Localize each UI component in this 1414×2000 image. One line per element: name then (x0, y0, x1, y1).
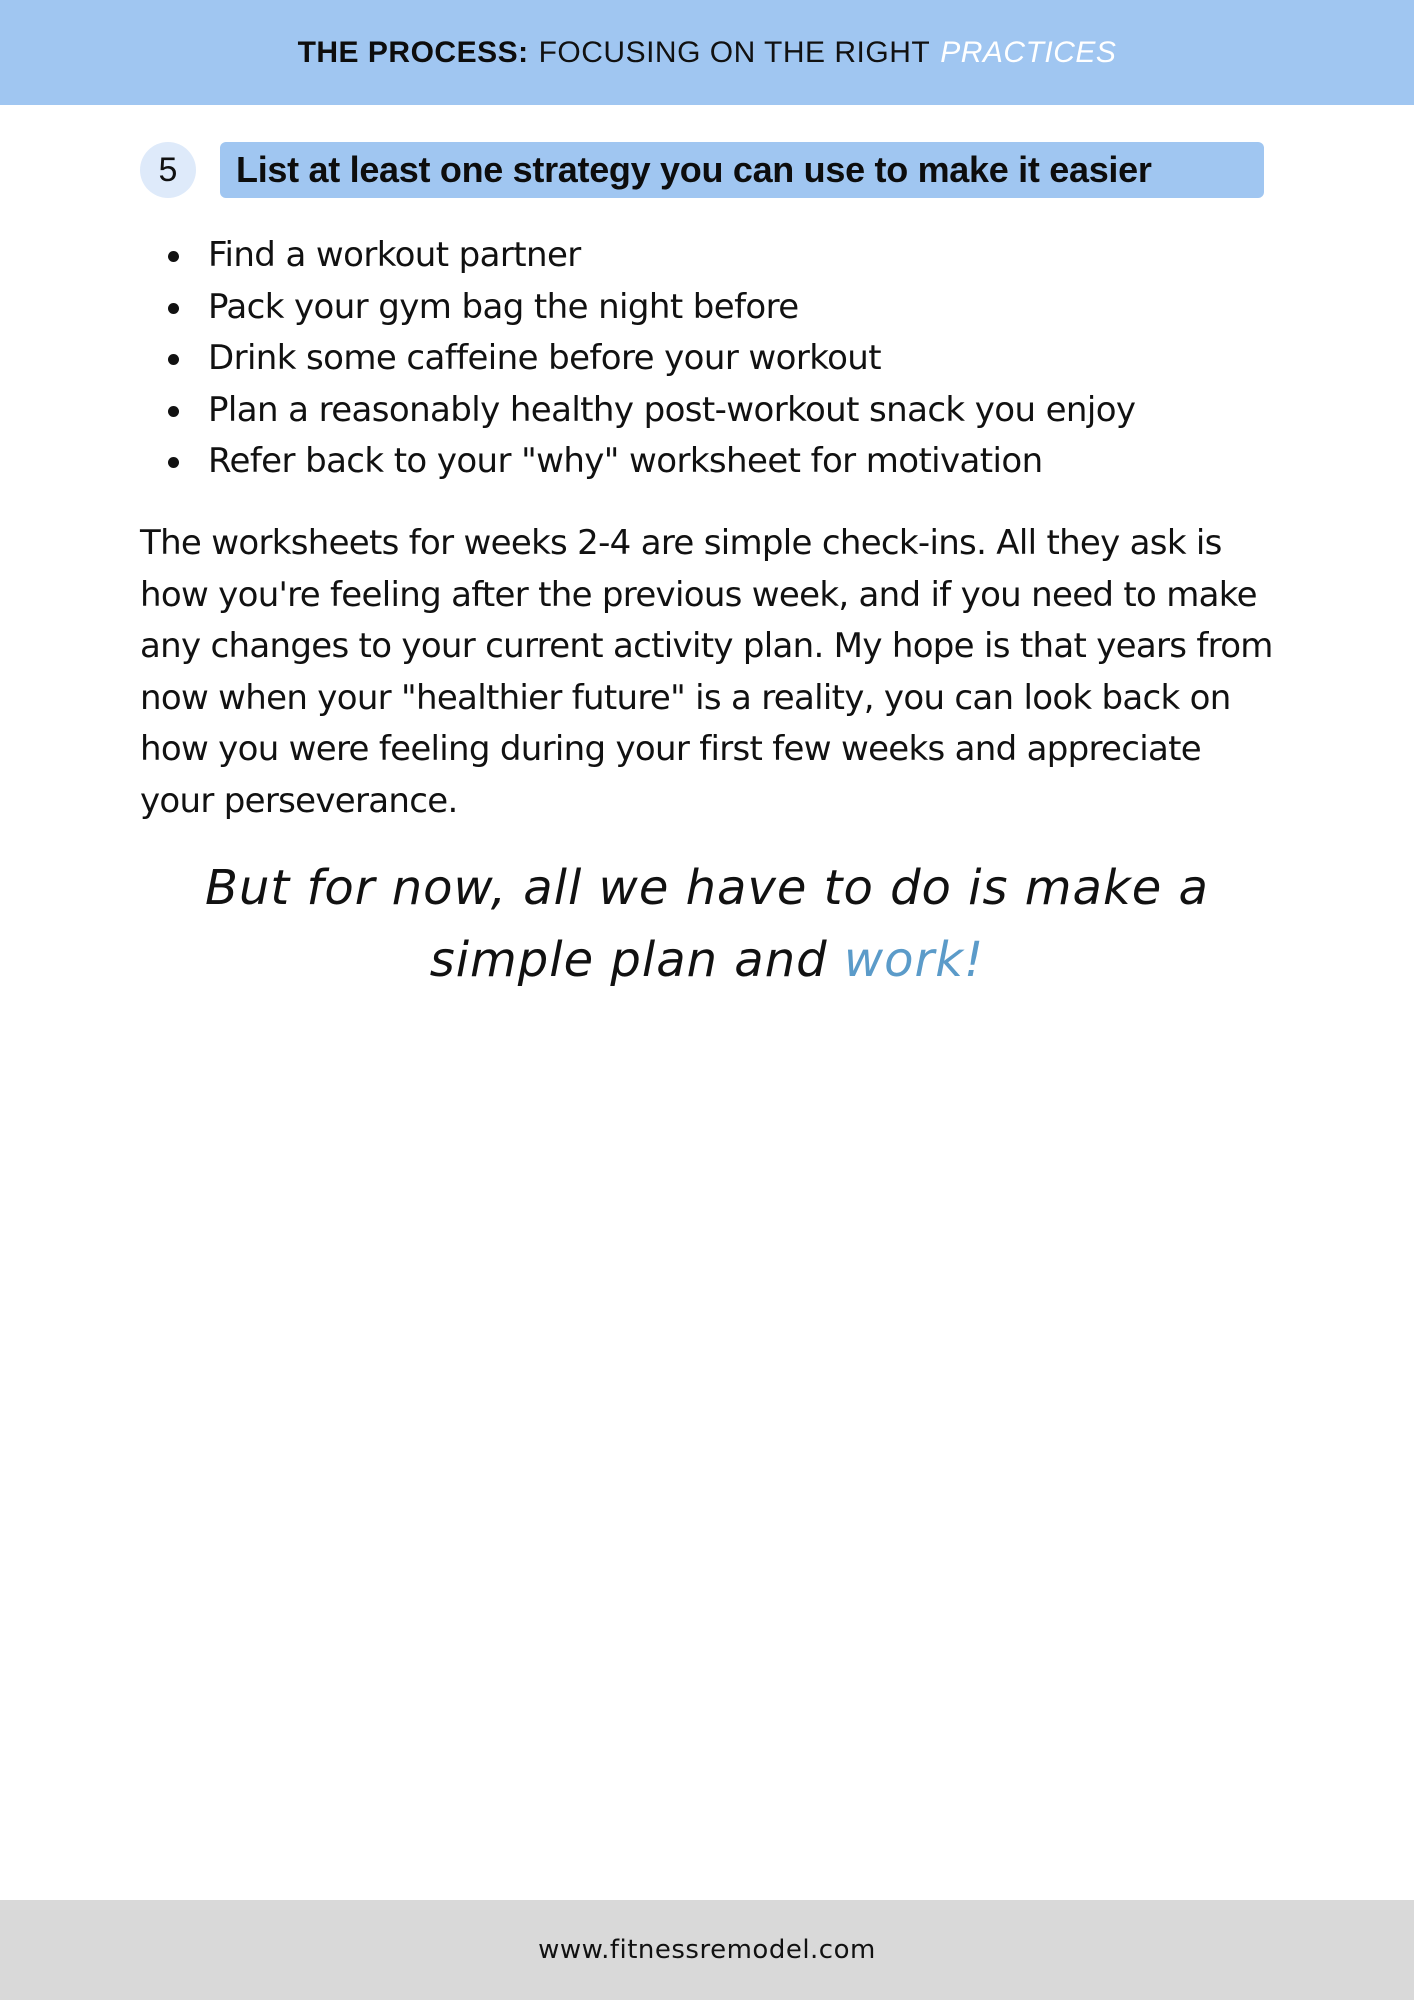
step-heading (140, 142, 1264, 200)
strategy-list (140, 230, 1280, 488)
list-item: Refer back to your "why" worksheet for motivation (140, 436, 1280, 488)
closing-quote-accent: work! (843, 932, 985, 988)
page-footer (0, 1900, 1414, 2000)
list-item: Drink some caffeine before your workout (140, 333, 1280, 385)
step-title: List at least one strategy you can use to make it easier (220, 142, 1264, 198)
list-item: Pack your gym bag the night before (140, 282, 1280, 334)
closing-quote (140, 852, 1274, 996)
footer-website: www.fitnessremodel.com (538, 1935, 876, 1965)
page-header (0, 0, 1414, 105)
list-item: Find a workout partner (140, 230, 1280, 282)
header-label-bold: THE PROCESS: (297, 35, 529, 69)
step-number-badge: 5 (140, 142, 196, 198)
header-label-italic: PRACTICES (940, 35, 1117, 69)
header-label-main: FOCUSING ON THE RIGHT (538, 35, 931, 69)
list-item: Plan a reasonably healthy post-workout snack you enjoy (140, 385, 1280, 437)
closing-quote-text: But for now, all we have to do is make a simple plan and (205, 860, 1209, 988)
body-paragraph: The worksheets for weeks 2-4 are simple check-ins. All they ask is how you're feeling after the previous week, and if you need to make any changes to your current activity plan. My hope is that years from now when your "healthier future" is a reality, you can look back on how you were feeling during your first few weeks and appreciate your perseverance. (140, 523, 1273, 821)
